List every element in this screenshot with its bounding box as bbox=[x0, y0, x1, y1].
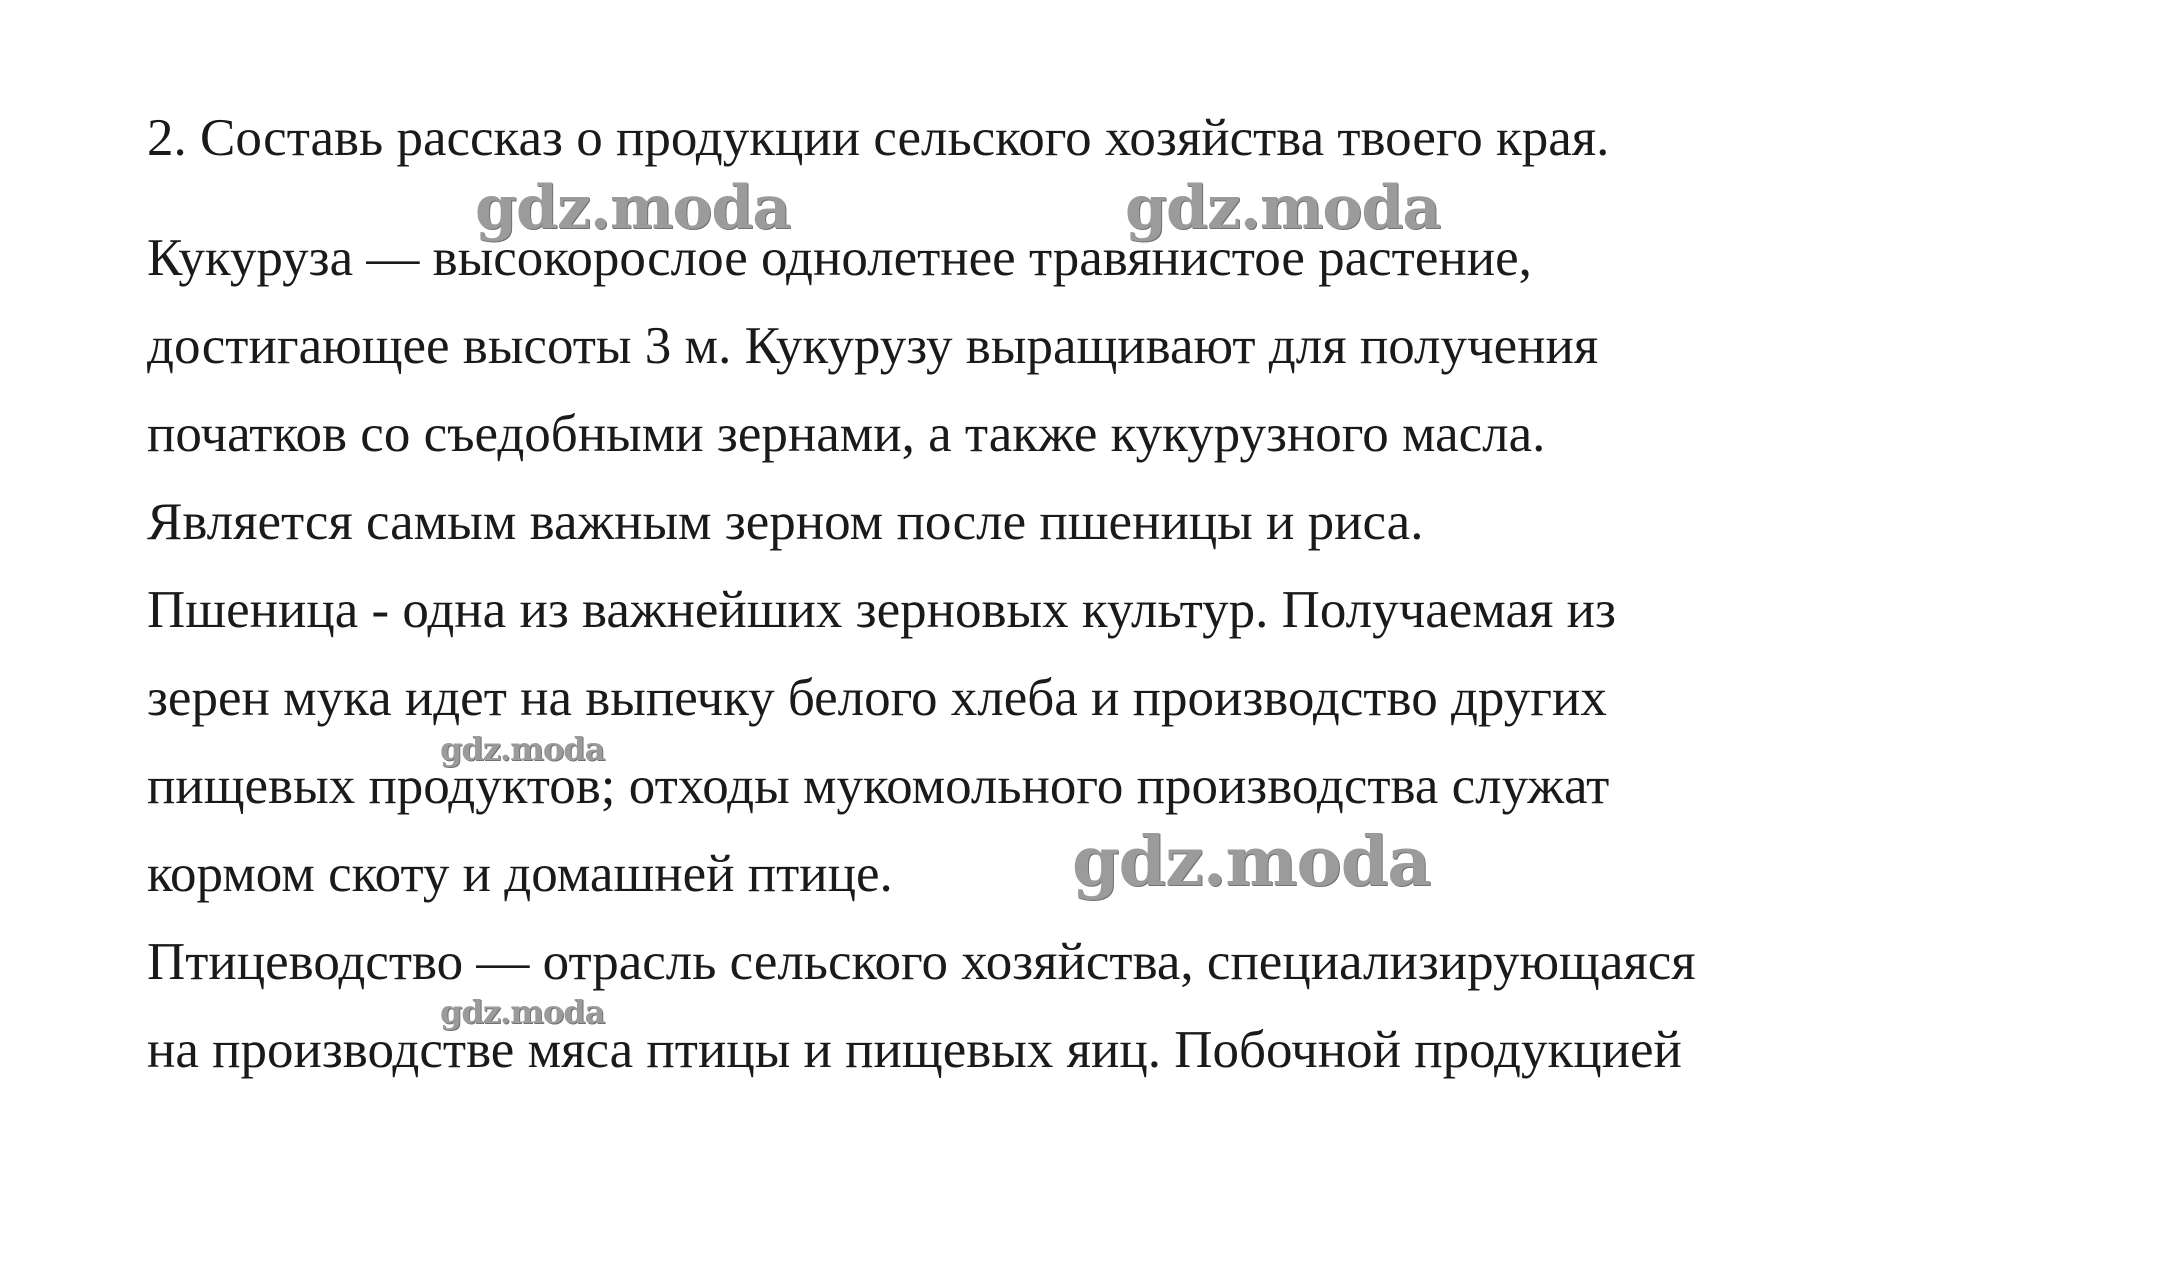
text-line: достигающее высоты 3 м. Кукурузу выращивают для получения bbox=[147, 317, 1599, 375]
text-line: Птицеводство — отрасль сельского хозяйства, специализирующаяся bbox=[147, 933, 1696, 991]
watermark: gdz.moda bbox=[440, 993, 605, 1031]
watermark: gdz.moda bbox=[1072, 822, 1431, 902]
text-line: кормом скоту и домашней птице. bbox=[147, 845, 893, 903]
text-line: на производстве мяса птицы и пищевых яиц. Побочной продукцией bbox=[147, 1021, 1682, 1079]
watermark: gdz.moda bbox=[440, 730, 605, 768]
text-line: Является самым важным зерном после пшеницы и риса. bbox=[147, 493, 1424, 551]
watermark: gdz.moda bbox=[475, 173, 791, 243]
watermark: gdz.moda bbox=[1125, 173, 1441, 243]
text-line: пищевых продуктов; отходы мукомольного производства служат bbox=[147, 757, 1610, 815]
text-line: Пшеница - одна из важнейших зерновых культур. Получаемая из bbox=[147, 581, 1616, 639]
task-heading: 2. Составь рассказ о продукции сельского хозяйства твоего края. bbox=[147, 109, 1610, 167]
text-line: початков со съедобными зернами, а также кукурузного масла. bbox=[147, 405, 1546, 463]
text-line: зерен мука идет на выпечку белого хлеба и производство других bbox=[147, 669, 1607, 727]
text-line: Кукуруза — высокорослое однолетнее травянистое растение, bbox=[147, 229, 1532, 287]
